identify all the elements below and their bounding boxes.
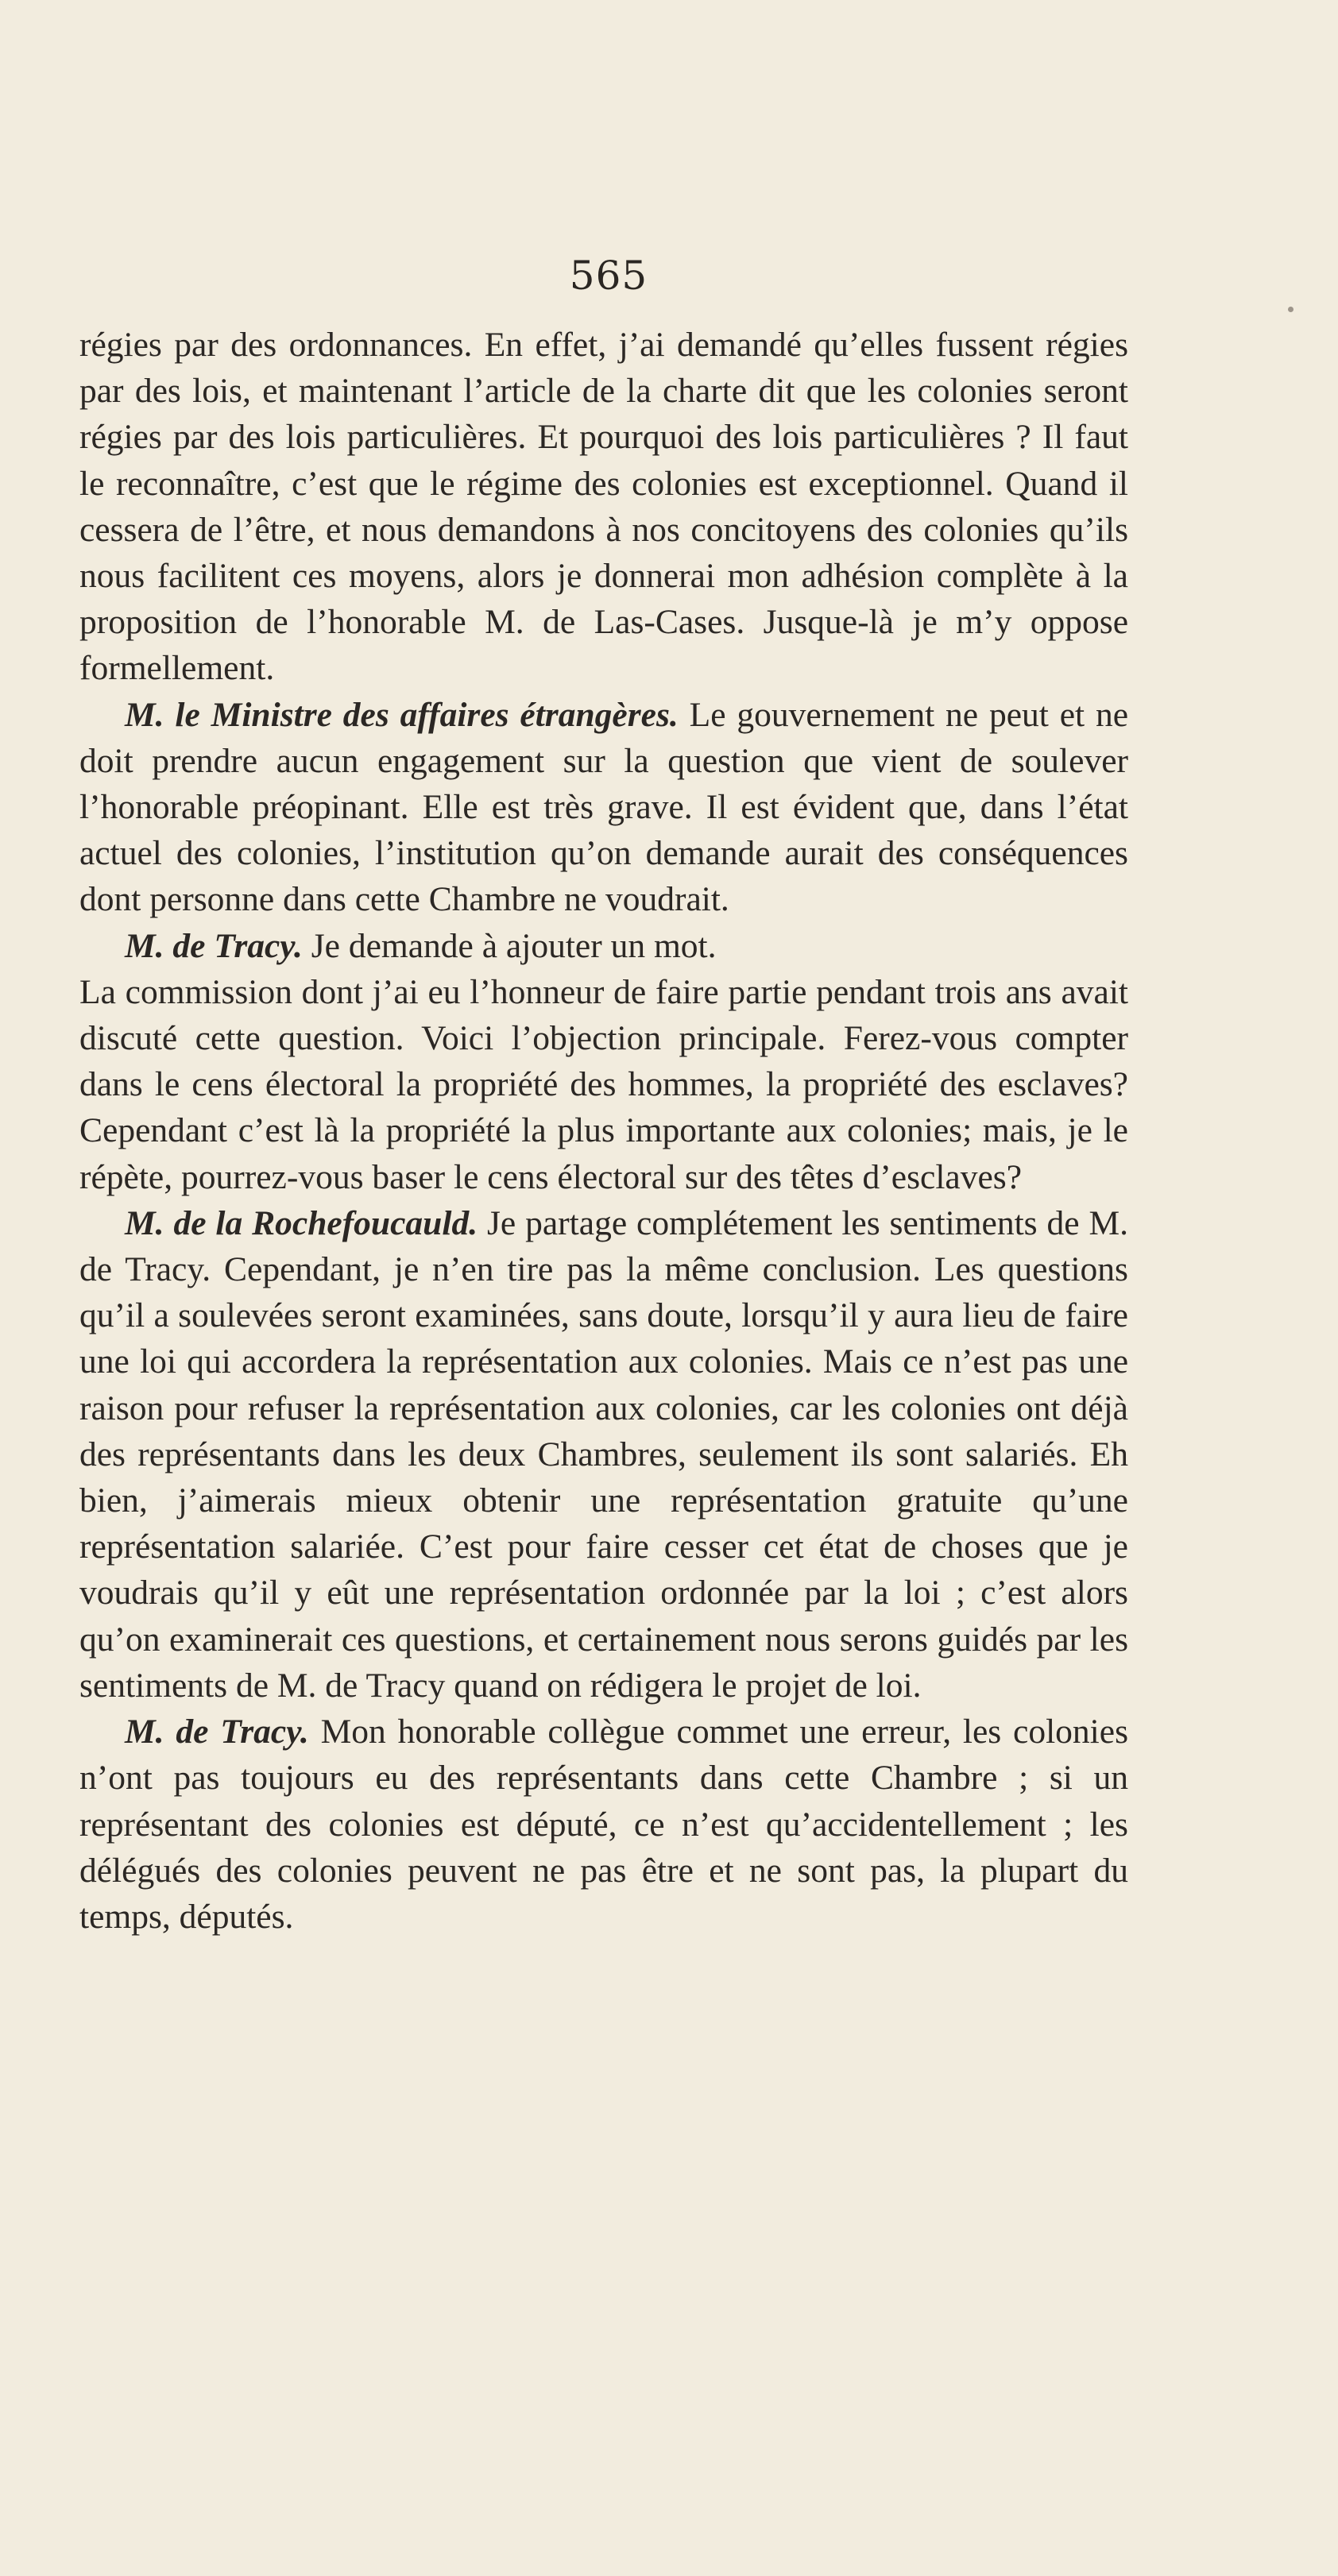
paragraph-text: Je demande à ajouter un mot. [311, 926, 717, 965]
page-body [79, 322, 1128, 1940]
paragraph-continuation [79, 322, 1128, 692]
speaker-name: M. de Tracy. [125, 926, 303, 965]
paragraph-text: Le gouvernement ne peut et ne doit prendre aucun engagement sur la question que vient de soulever l’honorable préopinant. Elle est très grave. Il est évident que, dans l’état actuel des colonies, l’institution qu’on demande aurait des conséquences dont personne dans cette Chambre ne voudrait. [79, 695, 1129, 919]
paragraph-rochefoucauld [79, 1200, 1128, 1709]
ink-spot [1288, 307, 1294, 312]
paragraph-minister [79, 692, 1128, 923]
paragraph-text: Mon honorable collègue commet une erreur, les colonies n’ont pas toujours eu des représentants dans cette Chambre ; si un représentant des colonies est député, ce n’est qu’accidentellement ; les délégués des colonies peuvent ne pas être et ne sont pas, la plupart du temps, députés. [79, 1713, 1129, 1936]
paragraph-text: régies par des ordonnances. En effet, j’ai demandé qu’elles fussent régies par des lois, et maintenant l’article de la charte dit que les colonies seront régies par des lois particulières. Et pourquoi des lois particulières ? Il faut le reconnaître, c’est que le régime des colonies est exceptionnel. Quand il cessera de l’être, et nous demandons à nos concitoyens des colonies qu’ils nous facilitent ces moyens, alors je donnerai mon adhésion complète à la proposition de l’honorable M. de Las-Cases. Jusque-là je m’y oppose formellement. [79, 326, 1128, 688]
paragraph-tracy-2 [79, 1709, 1128, 1940]
paragraph-commission [79, 969, 1128, 1200]
paragraph-text: Je partage complétement les sentiments de M. de Tracy. Cependant, je n’en tire pas la même conclusion. Les questions qu’il a soulevées seront examinées, sans doute, lorsqu’il y aura lieu de faire une loi qui accordera la représentation aux colonies. Mais ce n’est pas une raison pour refuser la représentation aux colonies, car les colonies ont déjà des représentants dans les deux Chambres, seulement ils sont salariés. Eh bien, j’aimerais mieux obtenir une représentation gratuite qu’une représentation salariée. C’est pour faire cesser cet état de choses que je voudrais qu’il y eût une représentation ordonnée par la loi ; c’est alors qu’on examinerait ces questions, et certainement nous serons guidés par les sentiments de M. de Tracy quand on rédigera le projet de loi. [79, 1203, 1128, 1705]
page-number: 565 [569, 253, 648, 299]
paragraph-text: La commission dont j’ai eu l’honneur de faire partie pendant trois ans avait discuté cette question. Voici l’objection principale. Ferez-vous compter dans le cens électoral la propriété des hommes, la propriété des esclaves? Cependant c’est là la propriété la plus importante aux colonies; mais, je le répète, pourrez-vous baser le cens électoral sur des têtes d’esclaves? [79, 972, 1128, 1196]
paragraph-tracy-1 [79, 923, 1128, 969]
speaker-name: M. le Ministre des affaires étrangères. [125, 695, 679, 734]
speaker-name: M. de la Rochefoucauld. [125, 1203, 478, 1242]
speaker-name: M. de Tracy. [125, 1713, 309, 1751]
